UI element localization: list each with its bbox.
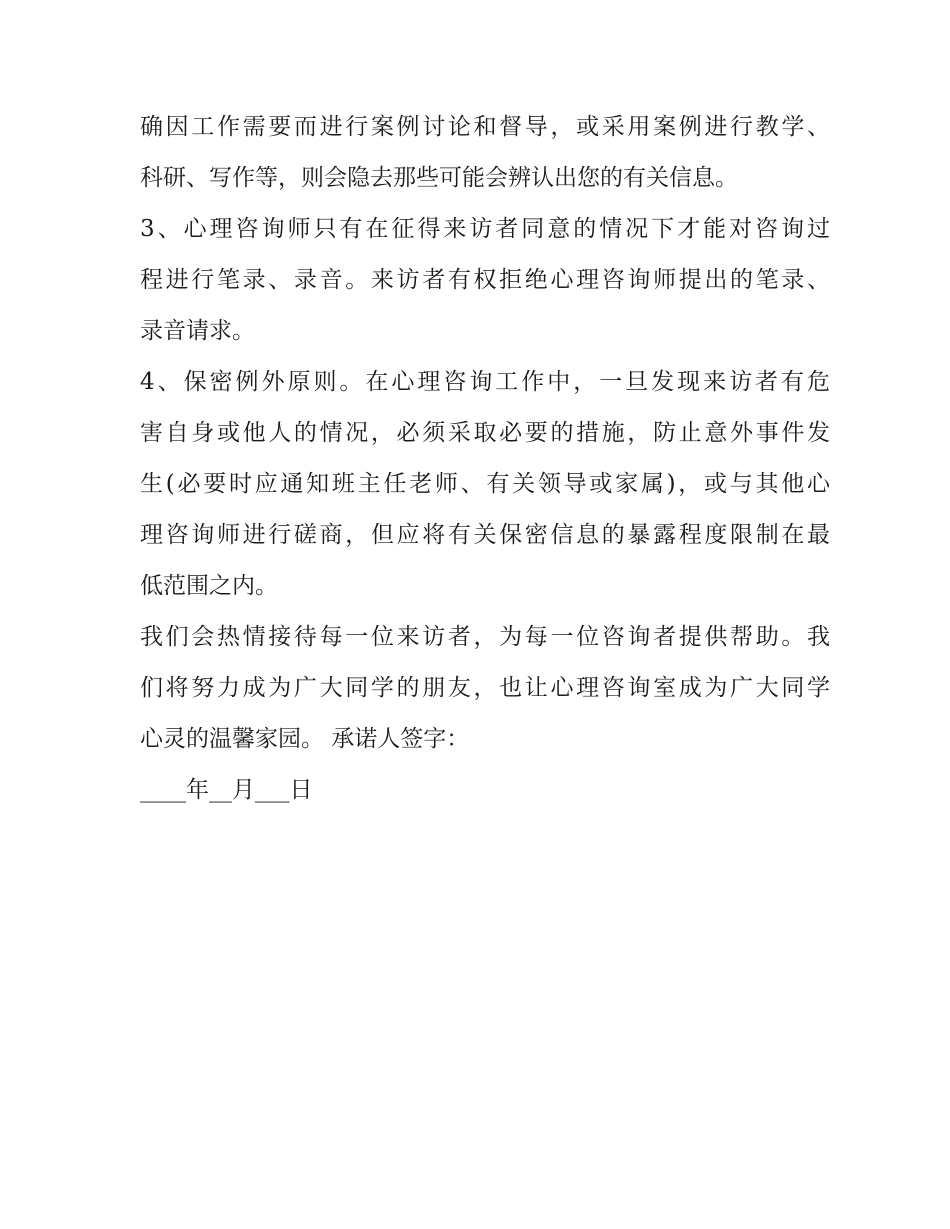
text-line: 们将努力成为广大同学的朋友，也让心理咨询室成为广大同学 <box>140 675 830 701</box>
text-line: 低范围之内。 <box>140 573 278 599</box>
text-line: 程进行笔录、录音。来访者有权拒绝心理咨询师提出的笔录、 <box>140 267 830 293</box>
signature-label-line: 心灵的温馨家园。 承诺人签字： <box>140 726 470 752</box>
paragraph-item-3-recording <box>140 204 830 357</box>
date-blank-line: ____年__月___日 <box>140 777 313 803</box>
date-line-paragraph <box>140 765 830 816</box>
paragraph-closing-commitment <box>140 612 830 765</box>
paragraph-item-4-confidentiality-exceptions <box>140 357 830 612</box>
text-line: 生(必要时应通知班主任老师、有关领导或家属)，或与其他心 <box>140 471 830 497</box>
text-line: 科研、写作等，则会隐去那些可能会辨认出您的有关信息。 <box>140 165 738 191</box>
text-line: 3、心理咨询师只有在征得来访者同意的情况下才能对咨询过 <box>140 216 830 242</box>
text-line: 害自身或他人的情况，必须采取必要的措施，防止意外事件发 <box>140 420 830 446</box>
paragraph-case-discussion <box>140 102 830 204</box>
text-line: 确因工作需要而进行案例讨论和督导，或采用案例进行教学、 <box>140 114 830 140</box>
text-line: 我们会热情接待每一位来访者，为每一位咨询者提供帮助。我 <box>140 624 830 650</box>
text-line: 4、保密例外原则。在心理咨询工作中，一旦发现来访者有危 <box>140 369 830 395</box>
text-line: 录音请求。 <box>140 318 255 344</box>
text-line: 理咨询师进行磋商，但应将有关保密信息的暴露程度限制在最 <box>140 522 830 548</box>
document-body <box>140 102 830 816</box>
